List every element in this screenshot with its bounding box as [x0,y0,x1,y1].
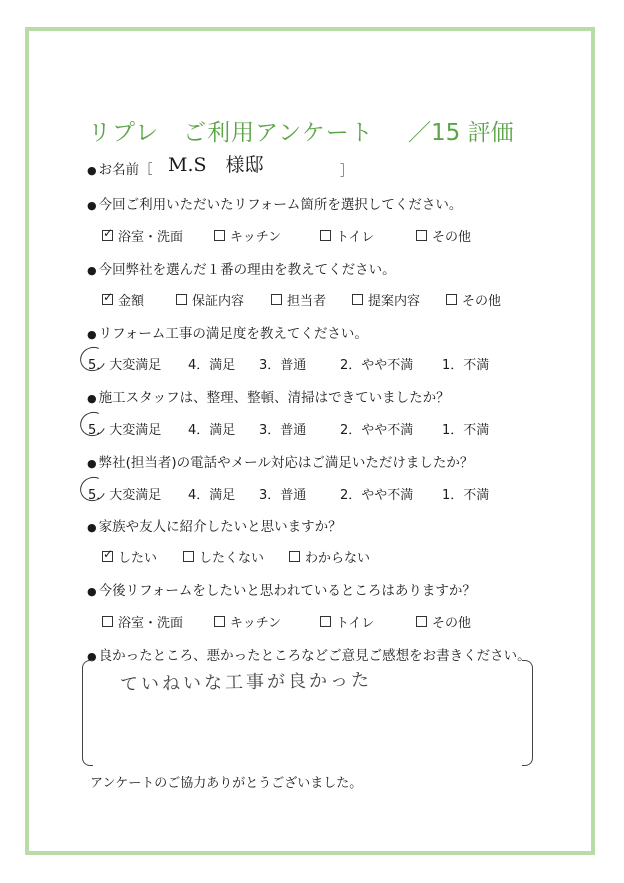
checkbox-icon [416,230,427,241]
q3-scale-1[interactable]: 1．不満 [442,358,490,373]
q5-scale-5[interactable]: 5．大変満足 [88,488,162,503]
bracket-right [522,660,533,766]
checkbox-icon [214,230,225,241]
q4-scale-1[interactable]: 1．不満 [442,423,490,438]
score-label: ／15 評価 [408,120,514,146]
checkbox-icon [102,616,113,627]
q3-scale-3[interactable]: 3．普通 [259,358,307,373]
q4-scale-4[interactable]: 4．満足 [188,423,236,438]
q5-scale-3[interactable]: 3．普通 [259,488,307,503]
survey-title: リプレ ご利用アンケート [88,120,374,146]
q1-option-3[interactable]: トイレ [320,226,374,245]
checkbox-icon [271,294,282,305]
checkbox-icon [214,616,225,627]
q2-option-4[interactable]: 提案内容 [352,290,420,309]
checkbox-icon [416,616,427,627]
question-3: ● リフォーム工事の満足度を教えてください。 [87,322,368,342]
q2-option-3[interactable]: 担当者 [271,290,326,309]
q6-option-3[interactable]: わからない [289,547,370,566]
q2-option-1[interactable]: ✓金額 [102,290,144,309]
checkbox-icon [289,551,300,562]
q3-scale-5[interactable]: 5．大変満足 [88,358,162,373]
bracket-left [82,660,93,766]
question-2: ● 今回弊社を選んだ１番の理由を教えてください。 [87,258,396,278]
checkbox-icon [176,294,187,305]
question-4: ● 施工スタッフは、整理、整頓、清掃はできていましたか？ [87,386,450,406]
q5-scale-2[interactable]: 2．やや不満 [340,488,414,503]
q1-option-1[interactable]: ✓浴室・洗面 [102,226,183,245]
checkbox-icon [183,551,194,562]
question-8: ● 良かったところ、悪かったところなどご意見ご感想をお書きください。 [87,644,531,664]
name-bracket-close: ］ [340,164,354,179]
checkbox-checked-icon [102,294,113,305]
q2-option-5[interactable]: その他 [446,290,501,309]
q7-option-2[interactable]: キッチン [214,612,281,631]
name-value[interactable]: M.S 様邸 [168,154,264,176]
q6-option-1[interactable]: ✓したい [102,547,157,566]
q3-scale-2[interactable]: 2．やや不満 [340,358,414,373]
checkbox-icon [352,294,363,305]
question-7: ● 今後リフォームをしたいと思われているところはありますか？ [87,579,476,599]
thanks-message: アンケートのご協力ありがとうございました。 [90,776,363,791]
question-1: ● 今回ご利用いただいたリフォーム箇所を選択してください。 [87,193,462,213]
checkbox-checked-icon [102,230,113,241]
checkbox-icon [446,294,457,305]
q7-option-1[interactable]: 浴室・洗面 [102,612,183,631]
question-6: ● 家族や友人に紹介したいと思いますか？ [87,515,342,535]
q6-option-2[interactable]: したくない [183,547,264,566]
q2-option-2[interactable]: 保証内容 [176,290,244,309]
q1-option-2[interactable]: キッチン [214,226,281,245]
q1-option-4[interactable]: その他 [416,226,471,245]
q3-scale-4[interactable]: 4．満足 [188,358,236,373]
q7-option-3[interactable]: トイレ [320,612,374,631]
q7-option-4[interactable]: その他 [416,612,471,631]
q4-scale-3[interactable]: 3．普通 [259,423,307,438]
checkbox-icon [320,230,331,241]
comment-answer: ていねいな工事が良かった [119,669,373,696]
q5-scale-4[interactable]: 4．満足 [188,488,236,503]
q5-scale-1[interactable]: 1．不満 [442,488,490,503]
q4-scale-2[interactable]: 2．やや不満 [340,423,414,438]
checkbox-icon [320,616,331,627]
name-label: ● お名前［ [87,158,153,178]
question-5: ● 弊社(担当者)の電話やメール対応はご満足いただけましたか？ [87,451,473,471]
q4-scale-5[interactable]: 5．大変満足 [88,423,162,438]
checkbox-checked-icon [102,551,113,562]
